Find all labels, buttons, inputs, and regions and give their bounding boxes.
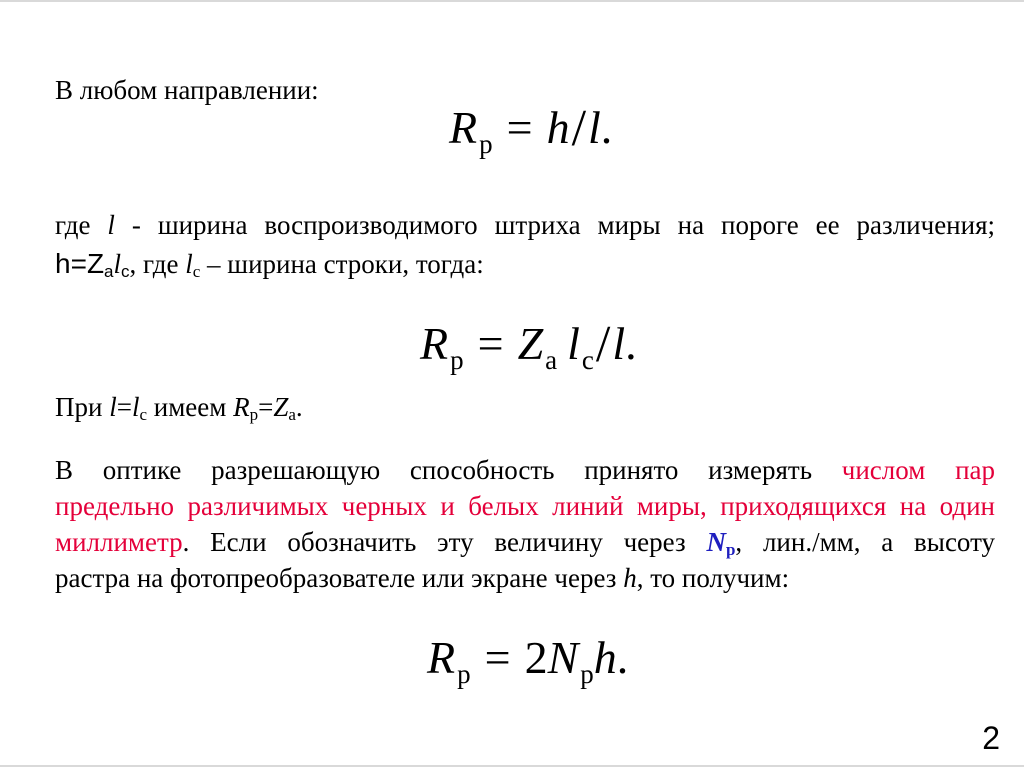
optics-line-3: миллиметр. Если обозначить эту величину через Nр, лин./мм, а высоту <box>55 527 996 559</box>
np-variable: Nр <box>706 527 736 559</box>
definition-line-1: где l - ширина воспроизводимого штриха миры на пороге ее различения; <box>55 210 995 240</box>
formula-resolution-h-over-l: $R_р = h/l$. <box>449 100 613 159</box>
intro-text: В любом направлении: <box>55 75 319 105</box>
definition-line-2: h=Zаlс, где lс – ширина строки, тогда: <box>55 248 484 281</box>
optics-line-2: предельно различимых черных и белых линий миры, приходящихся на один <box>55 491 995 521</box>
optics-line-1: В оптике разрешающую способность принято измерять числом пар <box>55 455 996 485</box>
page-number: 2 <box>982 720 1000 756</box>
formula-resolution-za-lc-over-l: $R_р = Z_а$ $l_с/l$. <box>420 316 637 375</box>
slide-top-edge <box>0 0 1024 2</box>
condition-text: При l=lс имеем Rр=Zа. <box>55 392 303 424</box>
optics-line-4: растра на фотопреобразователе или экране через h, то получим: <box>55 563 790 593</box>
formula-resolution-2np-h: $R_р = 2N_рh$. <box>427 632 629 689</box>
